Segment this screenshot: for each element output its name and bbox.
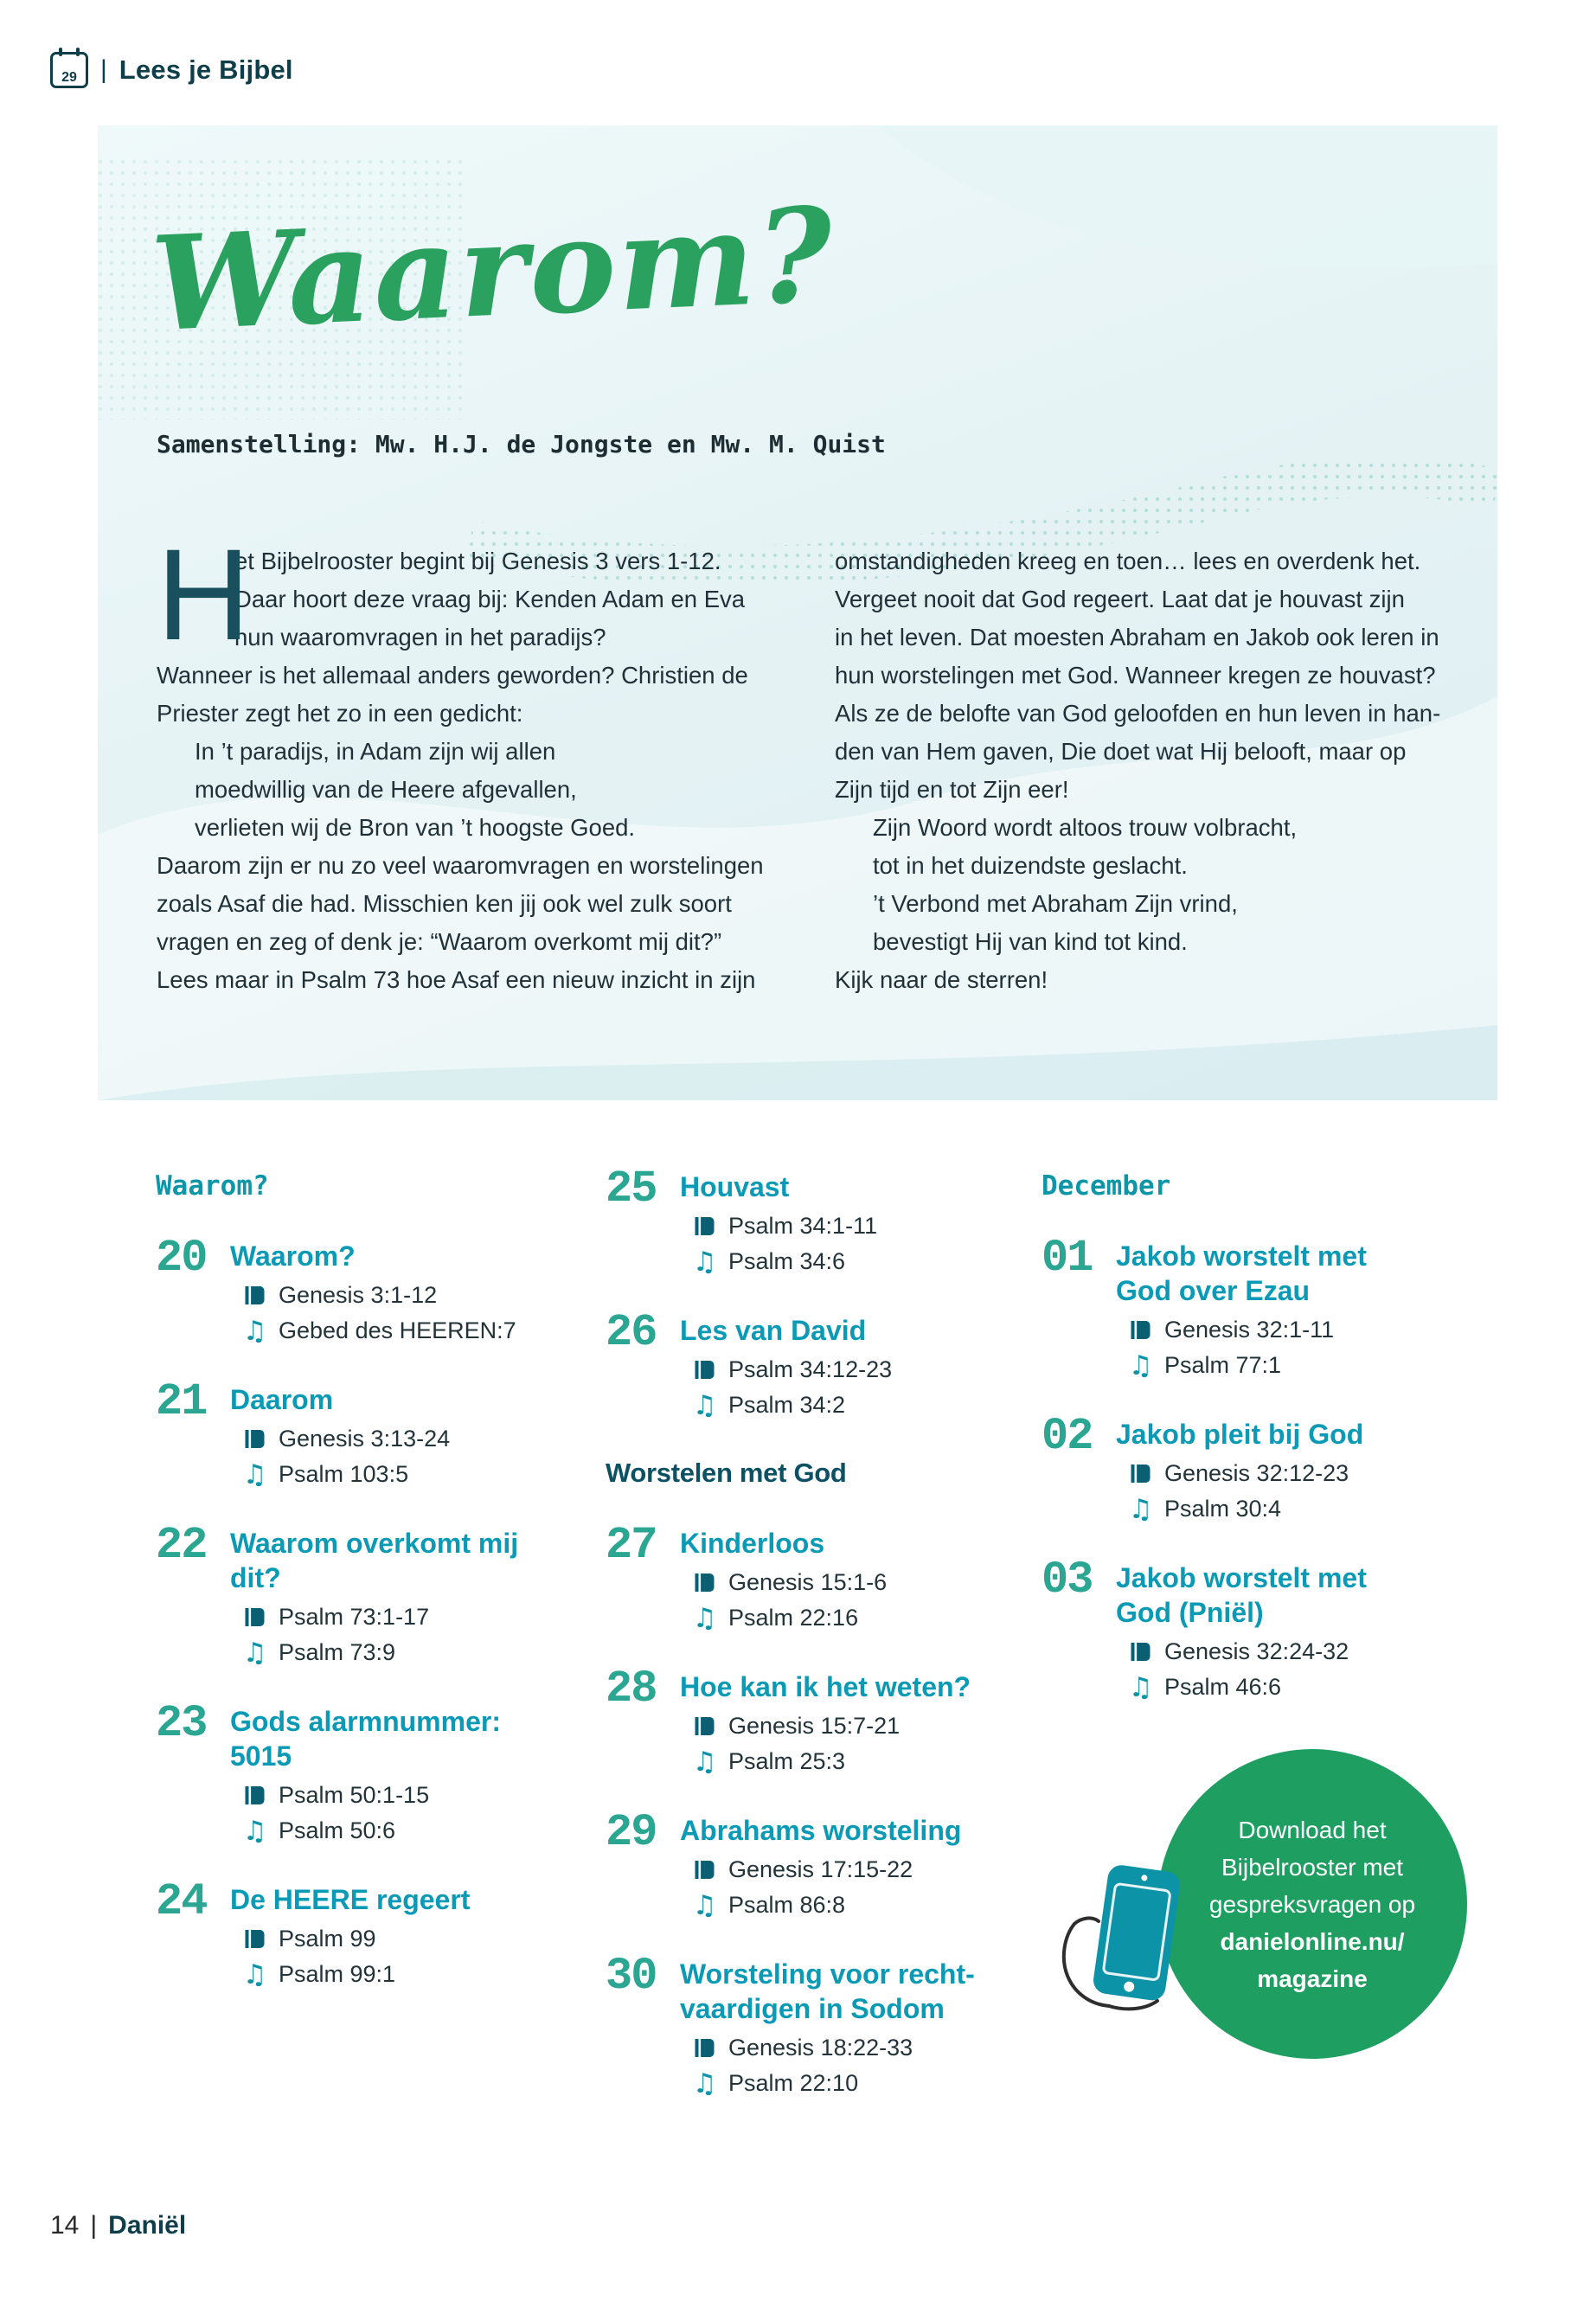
book-icon [692, 2038, 717, 2059]
body-line: Priester zegt het zo in een gedicht: [157, 700, 523, 727]
music-note-icon: ♫ [242, 1815, 267, 1847]
calendar-ring [59, 48, 62, 56]
music-note-icon: ♫ [692, 1602, 717, 1634]
music-note-icon: ♫ [1128, 1349, 1153, 1381]
psalm-reading [1116, 1671, 1526, 1703]
body-line: Als ze de belofte van God geloofden en hun leven in han- [835, 700, 1441, 727]
body-line: Kijk naar de sterren! [835, 966, 1048, 993]
music-note-icon: ♫ [692, 2067, 717, 2099]
bible-reading [680, 1856, 1038, 1883]
bible-reading [230, 1782, 593, 1809]
day-number: 29 [606, 1807, 657, 1858]
calendar-ring [76, 48, 80, 56]
day-title: Jakob worstelt met God (Pniël) [1116, 1562, 1367, 1628]
intro-column-2 [835, 542, 1452, 999]
poem-line: tot in het duizendste geslacht. [873, 852, 1188, 879]
book-icon [1128, 1464, 1153, 1484]
music-note-icon: ♫ [242, 1315, 267, 1347]
psalm-reference: Gebed des HEEREN:7 [279, 1317, 516, 1343]
bible-reference: Psalm 73:1-17 [279, 1604, 430, 1630]
magazine-name: Daniël [108, 2211, 187, 2240]
bible-reading [230, 1282, 593, 1309]
bible-reference: Psalm 34:12-23 [728, 1356, 893, 1382]
download-text-line: gespreksvragen op [1208, 1890, 1416, 1918]
psalm-reference: Psalm 25:3 [728, 1748, 846, 1774]
book-icon [242, 1429, 267, 1450]
body-line: zoals Asaf die had. Misschien ken jij ook wel zulk soort [157, 890, 732, 917]
music-note-icon: ♫ [692, 1246, 717, 1278]
body-line: Lees maar in Psalm 73 hoe Asaf een nieuw inzicht in zijn [157, 966, 756, 993]
bible-reading [680, 1569, 1038, 1596]
psalm-reference: Psalm 50:6 [279, 1817, 396, 1843]
book-icon [1128, 1642, 1153, 1663]
schedule-section-header: Waarom? [156, 1170, 269, 1202]
book-icon [692, 1716, 717, 1737]
music-note-icon: ♫ [1128, 1493, 1153, 1525]
schedule-entry [606, 1163, 1038, 1278]
psalm-reference: Psalm 22:16 [728, 1605, 859, 1631]
day-number: 21 [156, 1376, 207, 1427]
day-number: 24 [156, 1876, 207, 1927]
bible-reading [1116, 1638, 1526, 1665]
psalm-reference: Psalm 34:2 [728, 1392, 846, 1418]
day-title: Abrahams worsteling [680, 1815, 962, 1846]
psalm-reading [1116, 1493, 1526, 1525]
page-title: Waarom? [148, 178, 837, 362]
download-url: magazine [1257, 1965, 1368, 1992]
bible-reference: Genesis 3:13-24 [279, 1426, 451, 1452]
psalm-reading [680, 1389, 1038, 1421]
day-number: 22 [156, 1520, 207, 1571]
calendar-icon [50, 52, 88, 88]
poem-line: Zijn Woord wordt altoos trouw volbracht, [873, 814, 1298, 841]
poem-line: verlieten wij de Bron van ’t hoogste Goed. [195, 814, 636, 841]
day-title: Hoe kan ik het weten? [680, 1671, 971, 1702]
phone-in-hand-icon [1048, 1841, 1221, 2024]
day-number: 03 [1042, 1554, 1093, 1606]
poem-line: moedwillig van de Heere afgevallen, [195, 776, 577, 803]
body-line: Daarom zijn er nu zo veel waaromvragen en worstelingen [157, 852, 764, 879]
book-icon [242, 1929, 267, 1950]
schedule-entry [156, 1376, 593, 1490]
music-note-icon: ♫ [1128, 1671, 1153, 1703]
schedule-entry [156, 1233, 593, 1347]
psalm-reference: Psalm 73:9 [279, 1639, 396, 1665]
bible-reference: Psalm 34:1-11 [728, 1213, 878, 1239]
calendar-day-label: 29 [61, 70, 77, 85]
body-line: den van Hem gaven, Die doet wat Hij belooft, maar op [835, 738, 1407, 765]
book-icon [692, 1360, 717, 1381]
bible-reference: Genesis 32:1-11 [1164, 1317, 1335, 1343]
psalm-reading [230, 1315, 593, 1347]
day-title: Waarom overkomt mij dit? [230, 1528, 519, 1593]
psalm-reference: Psalm 86:8 [728, 1892, 846, 1918]
schedule-section-header: December [1042, 1170, 1171, 1202]
body-line: Vergeet nooit dat God regeert. Laat dat je houvast zijn [835, 586, 1405, 612]
bible-reference: Genesis 32:24-32 [1164, 1638, 1349, 1664]
bible-reference: Genesis 15:1-6 [728, 1569, 888, 1595]
download-text-line: Bijbelrooster met [1221, 1853, 1404, 1881]
bible-reading [230, 1426, 593, 1452]
music-note-icon: ♫ [242, 1958, 267, 1990]
poem-line: In ’t paradijs, in Adam zijn wij allen [195, 738, 556, 765]
page-footer [50, 2211, 186, 2240]
psalm-reading [680, 1746, 1038, 1778]
day-title: Waarom? [230, 1240, 356, 1272]
schedule-entry [606, 1663, 1038, 1778]
music-note-icon: ♫ [242, 1637, 267, 1669]
psalm-reading [680, 1602, 1038, 1634]
schedule-entry [1042, 1233, 1526, 1381]
intro-text [157, 522, 1452, 999]
day-number: 23 [156, 1698, 207, 1749]
body-line: Wanneer is het allemaal anders geworden? Christien de [157, 662, 748, 689]
day-title: Jakob worstelt met God over Ezau [1116, 1240, 1367, 1306]
psalm-reading [680, 2067, 1038, 2099]
bible-reading [1116, 1317, 1526, 1343]
drop-cap: H [157, 522, 251, 667]
psalm-reading [230, 1637, 593, 1669]
schedule-entry [1042, 1554, 1526, 1703]
day-title: Gods alarmnummer: 5015 [230, 1706, 501, 1772]
psalm-reference: Psalm 22:10 [728, 2070, 859, 2096]
day-number: 02 [1042, 1411, 1093, 1462]
schedule-entry [606, 1807, 1038, 1921]
day-title: Jakob pleit bij God [1116, 1419, 1364, 1450]
day-title: De HEERE regeert [230, 1884, 471, 1915]
schedule-entry [606, 1520, 1038, 1634]
book-icon [692, 1216, 717, 1237]
schedule-entry [606, 1307, 1038, 1421]
download-url: danielonline.nu/ [1220, 1927, 1405, 1955]
book-icon [242, 1785, 267, 1806]
body-line: hun worstelingen met God. Wanneer kregen ze houvast? [835, 662, 1436, 689]
body-line: Zijn tijd en tot Zijn eer! [835, 776, 1069, 803]
day-title: Les van David [680, 1315, 867, 1346]
page-number: 14 [50, 2211, 80, 2240]
day-number: 25 [606, 1163, 657, 1215]
psalm-reference: Psalm 30:4 [1164, 1496, 1282, 1522]
schedule-entry [156, 1520, 593, 1669]
psalm-reading [680, 1889, 1038, 1921]
day-number: 27 [606, 1520, 657, 1571]
psalm-reading [230, 1958, 593, 1990]
psalm-reference: Psalm 77:1 [1164, 1352, 1282, 1378]
day-number: 30 [606, 1951, 657, 2002]
bible-reference: Genesis 18:22-33 [728, 2035, 913, 2061]
schedule-column-2 [606, 1163, 1038, 2135]
schedule-column-3 [1042, 1170, 1526, 1739]
bible-reading [680, 1213, 1038, 1240]
psalm-reference: Psalm 34:6 [728, 1248, 846, 1274]
intro-column-1 [157, 522, 774, 999]
byline: Samenstelling: Mw. H.J. de Jongste en Mw. M. Quist [157, 430, 886, 458]
bible-reference: Genesis 17:15-22 [728, 1856, 913, 1882]
psalm-reading [230, 1458, 593, 1490]
schedule-section-header: Worstelen met God [606, 1458, 847, 1488]
body-line: vragen en zeg of denk je: “Waarom overkomt mij dit?” [157, 928, 722, 955]
body-line: hun waaromvragen in het paradijs? [234, 624, 606, 651]
header-separator: | [100, 55, 107, 84]
psalm-reading [680, 1246, 1038, 1278]
schedule-entry [156, 1698, 593, 1847]
bible-reading [1116, 1460, 1526, 1487]
music-note-icon: ♫ [692, 1889, 717, 1921]
bible-reference: Genesis 3:1-12 [279, 1282, 438, 1308]
body-line: in het leven. Dat moesten Abraham en Jakob ook leren in [835, 624, 1439, 651]
download-text-line: Download het [1238, 1816, 1387, 1843]
bible-reading [680, 1356, 1038, 1383]
music-note-icon: ♫ [242, 1458, 267, 1490]
day-number: 20 [156, 1233, 207, 1284]
section-title: Lees je Bijbel [119, 54, 293, 85]
hero-panel [98, 125, 1497, 1100]
body-line: omstandigheden kreeg en toen… lees en overdenk het. [835, 548, 1421, 574]
music-note-icon: ♫ [692, 1746, 717, 1778]
bible-reference: Genesis 32:12-23 [1164, 1460, 1349, 1486]
magazine-header [50, 52, 293, 88]
psalm-reading [230, 1815, 593, 1847]
book-icon [1128, 1320, 1153, 1341]
bible-reference: Genesis 15:7-21 [728, 1713, 901, 1739]
day-title: Worsteling voor recht-vaardigen in Sodom [680, 1958, 975, 2024]
poem-line: bevestigt Hij van kind tot kind. [873, 928, 1188, 955]
psalm-reference: Psalm 99:1 [279, 1961, 396, 1987]
book-icon [692, 1573, 717, 1593]
book-icon [242, 1285, 267, 1306]
footer-separator: | [90, 2211, 98, 2240]
body-line: et Bijbelrooster begint bij Genesis 3 vers 1-12. [234, 548, 721, 574]
psalm-reference: Psalm 46:6 [1164, 1674, 1282, 1700]
day-number: 01 [1042, 1233, 1093, 1284]
bible-reference: Psalm 99 [279, 1926, 376, 1952]
bible-reference: Psalm 50:1-15 [279, 1782, 430, 1808]
body-line: Daar hoort deze vraag bij: Kenden Adam en Eva [234, 586, 746, 612]
schedule-entry [156, 1876, 593, 1990]
psalm-reading [1116, 1349, 1526, 1381]
psalm-reference: Psalm 103:5 [279, 1461, 409, 1487]
book-icon [692, 1860, 717, 1881]
schedule-entry [1042, 1411, 1526, 1525]
day-title: Kinderloos [680, 1528, 825, 1559]
day-title: Daarom [230, 1384, 334, 1415]
schedule-entry [606, 1951, 1038, 2099]
bible-reading [680, 1713, 1038, 1740]
poem-line: ’t Verbond met Abraham Zijn vrind, [873, 890, 1238, 917]
bible-reading [680, 2035, 1038, 2061]
day-title: Houvast [680, 1171, 790, 1202]
day-number: 26 [606, 1307, 657, 1358]
book-icon [242, 1607, 267, 1628]
schedule-column-1 [156, 1170, 593, 2026]
bible-reading [230, 1926, 593, 1952]
music-note-icon: ♫ [692, 1389, 717, 1421]
bible-reading [230, 1604, 593, 1631]
day-number: 28 [606, 1663, 657, 1715]
